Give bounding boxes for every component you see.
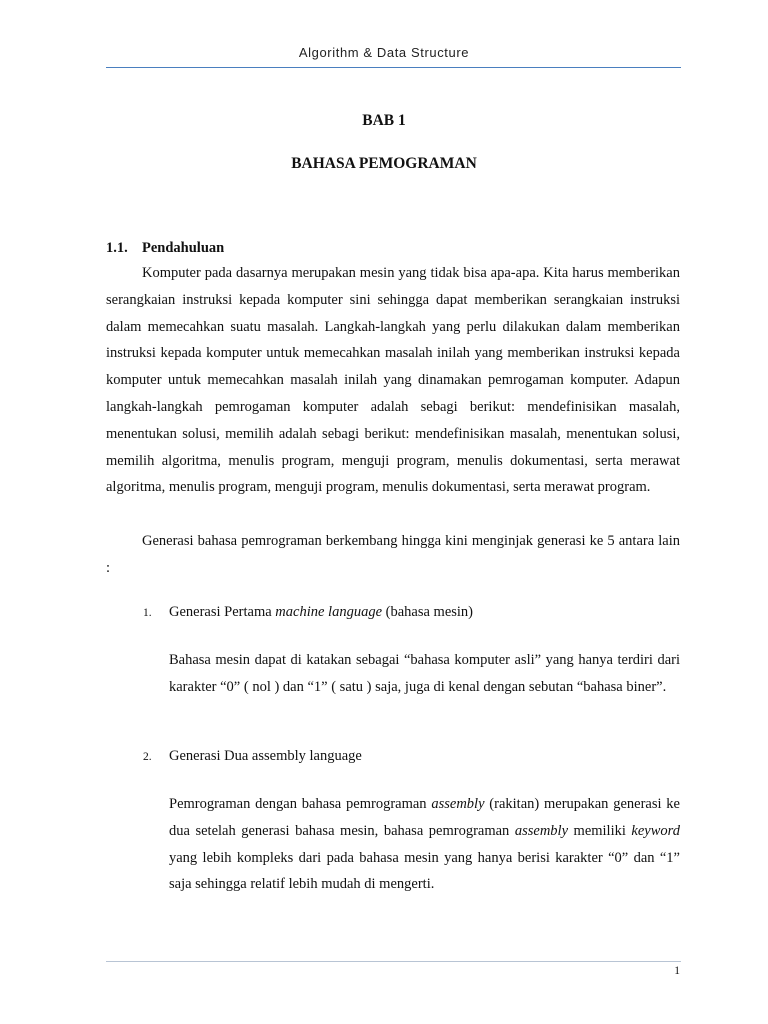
- list-item-generation-1: [143, 604, 473, 621]
- section-heading: [106, 240, 224, 257]
- intro-paragraph-text: Komputer pada dasarnya merupakan mesin yang tidak bisa apa-apa. Kita harus memberikan serangkaian instruksi kepada komputer sini sehingga dapat memberikan serangkaian instruksi dalam memecahkan suatu masalah. Langkah-langkah yang perlu dilakukan dalam memberikan instruksi kepada komputer untuk memecahkan masalah inilah yang memberikan instruksi kepada komputer untuk memecahkan masalah inilah yang dinamakan pemrogaman komputer. Adapun langkah-langkah pemrogaman komputer adalah sebagi berikut: mendefinisikan masalah, menentukan solusi, memilih adalah sebagi berikut: mendefinisikan masalah, menentukan solusi, memilih algoritma, menulis program, menguji program, menulis dokumentasi, serta merawat algoritma, menulis program, menguji program, menulis dokumentasi, serta merawat program.: [106, 265, 680, 496]
- text-run: yang lebih kompleks dari pada bahasa mesin yang hanya berisi karakter “0” dan “1” saja sehingga relatif lebih mudah di mengerti.: [169, 849, 680, 893]
- italic-term: keyword: [631, 822, 681, 839]
- footer-divider: [106, 961, 681, 962]
- list-label-suffix: (bahasa mesin): [382, 604, 474, 620]
- italic-term: assembly: [431, 796, 485, 812]
- section-number: 1.1.: [106, 240, 128, 256]
- list-number: 2.: [143, 751, 152, 763]
- chapter-title: BAHASA PEMOGRAMAN: [291, 155, 477, 172]
- generations-intro-paragraph: [106, 528, 680, 582]
- text-run: (rakitan) merupakan generasi ke dua setelah generasi bahasa mesin, bahasa pemrograman: [169, 796, 680, 839]
- italic-term: assembly: [514, 822, 569, 839]
- generation-1-description: Bahasa mesin dapat di katakan sebagai “bahasa komputer asli” yang hanya terdiri dari karakter “0” ( nol ) dan “1” ( satu ) saja, juga di kenal dengan sebutan “bahasa biner”.: [169, 652, 680, 695]
- chapter-label: BAB 1: [362, 112, 406, 129]
- list-item-generation-2: [143, 748, 362, 765]
- list-label: Generasi Dua assembly language: [169, 748, 362, 764]
- list-number: 1.: [143, 607, 152, 619]
- intro-paragraph: [106, 260, 680, 501]
- section-title: Pendahuluan: [142, 240, 225, 256]
- page-number: 1: [674, 965, 680, 977]
- running-header: Algorithm & Data Structure: [298, 45, 470, 60]
- list-label: Generasi Pertama: [169, 604, 276, 620]
- generations-intro-text: Generasi bahasa pemrograman berkembang hingga kini menginjak generasi ke 5 antara lain :: [106, 533, 680, 576]
- text-run: memiliki: [568, 822, 632, 839]
- list-label-italic: machine language: [275, 604, 383, 620]
- text-run: Pemrograman dengan bahasa pemrograman: [169, 796, 432, 812]
- generation-2-description: [169, 791, 680, 898]
- header-divider: [106, 67, 681, 68]
